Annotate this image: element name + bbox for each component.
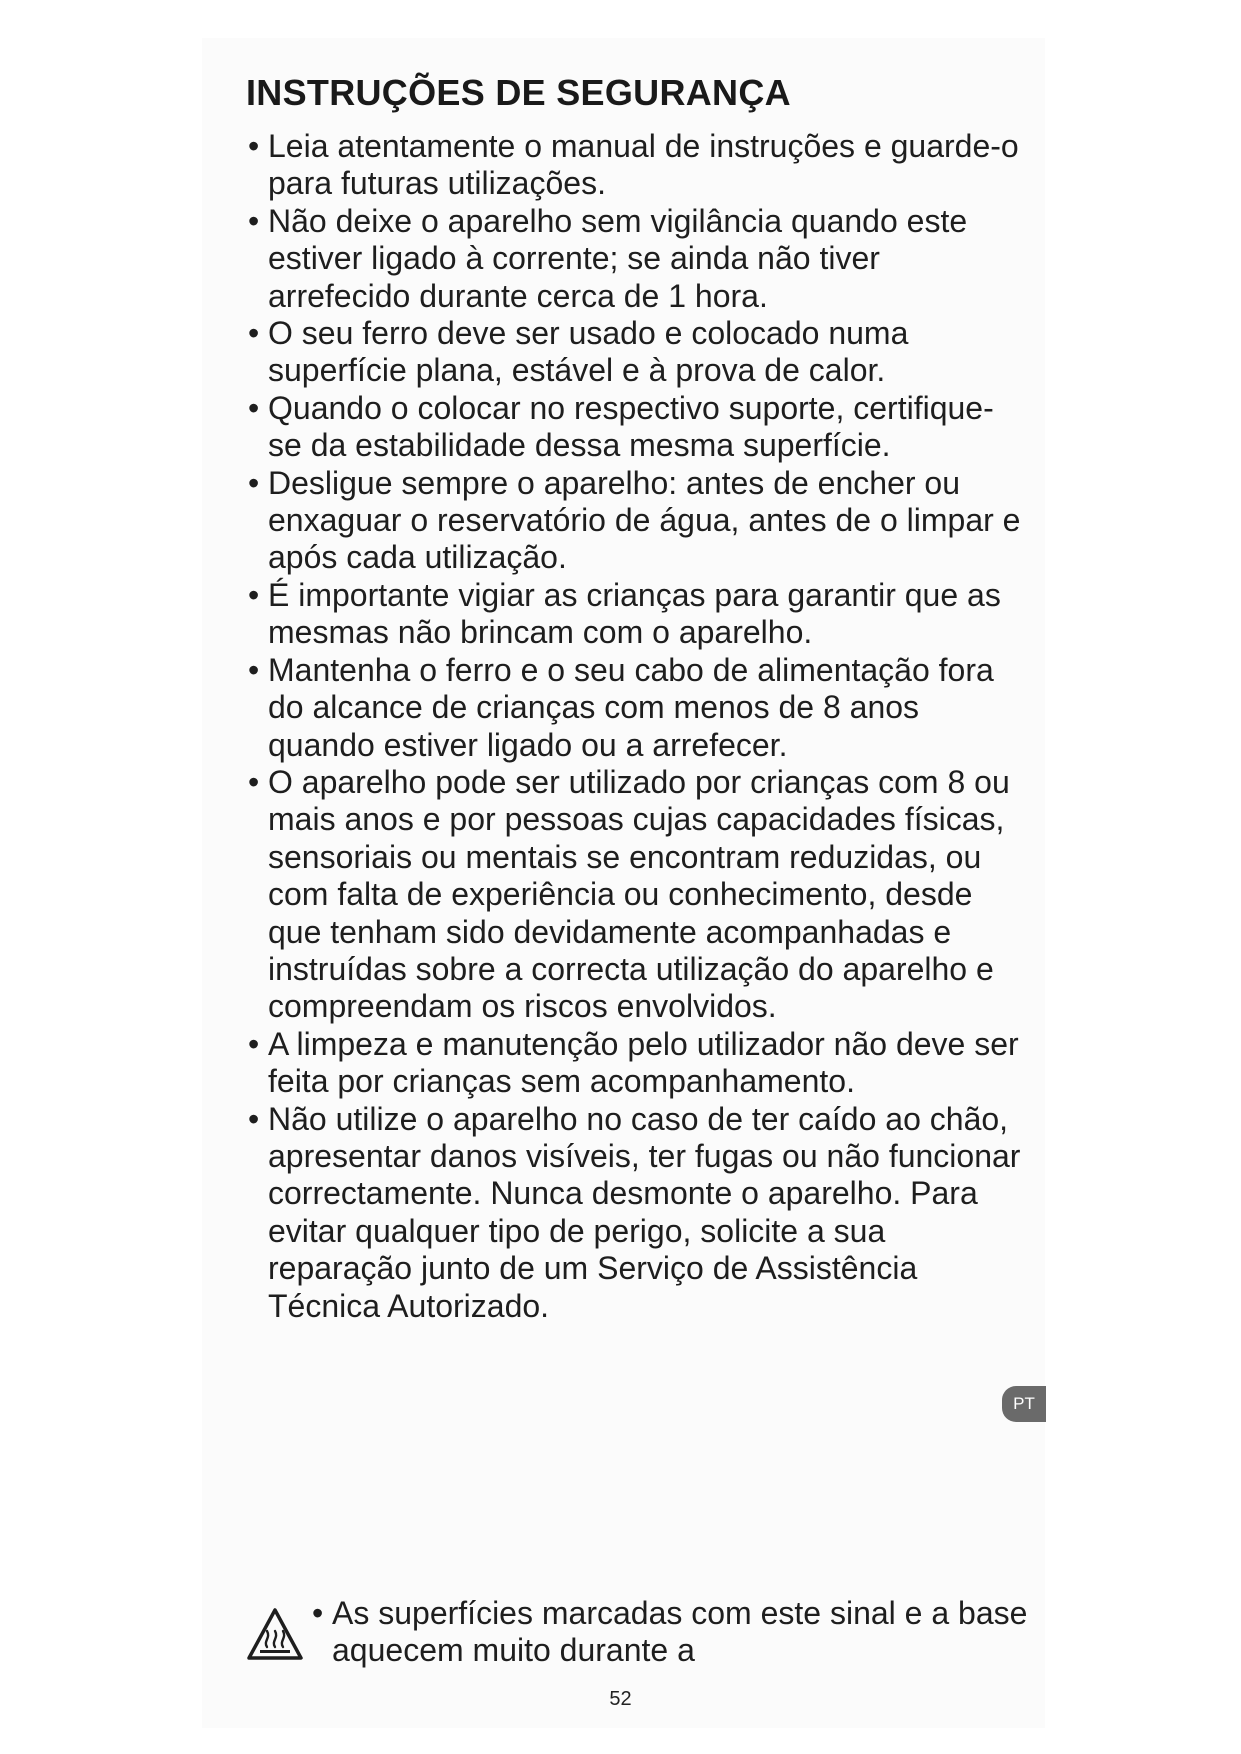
list-item (246, 128, 1026, 203)
list-item-text: Mantenha o ferro e o seu cabo de alimentação fora do alcance de crianças com menos de 8 anos quando estiver ligado ou a arrefecer. (268, 651, 994, 763)
list-item (246, 652, 1026, 764)
list-item-text: Quando o colocar no respectivo suporte, certifique-se da estabilidade dessa mesma superfície. (268, 389, 994, 464)
list-item (246, 577, 1026, 652)
hot-surface-warning (246, 1595, 1036, 1675)
bullet: • (248, 1025, 260, 1062)
bullet: • (248, 1100, 260, 1137)
list-item-text: O seu ferro deve ser usado e colocado numa superfície plana, estável e à prova de calor. (268, 315, 909, 389)
list-item (246, 465, 1026, 577)
language-tab: PT (1002, 1386, 1046, 1422)
warning-item-text: As superfícies marcadas com este sinal e a base aquecem muito durante a (332, 1595, 1028, 1669)
list-item-text: O aparelho pode ser utilizado por crianças com 8 ou mais anos e por pessoas cujas capacidades físicas, sensoriais ou mentais se encontram reduzidas, ou com falta de experiência ou conhecimento, desde que tenham sido devidamente acompanhadas e instruídas sobre a correcta utilização do aparelho e compreendam os riscos envolvidos. (268, 763, 1010, 1025)
bullet: • (248, 389, 260, 426)
bullet: • (248, 315, 260, 352)
list-item (246, 1026, 1026, 1101)
list-item-text: É importante vigiar as crianças para garantir que as mesmas não brincam com o aparelho. (268, 576, 1001, 651)
list-item-text: A limpeza e manutenção pelo utilizador não deve ser feita por crianças sem acompanhamento. (268, 1025, 1019, 1100)
bullet: • (248, 576, 260, 613)
page-number: 52 (609, 1688, 632, 1710)
page-title: INSTRUÇÕES DE SEGURANÇA (246, 72, 791, 113)
list-item (246, 203, 1026, 315)
list-item (246, 315, 1026, 390)
bullet: • (312, 1595, 324, 1631)
warning-item (310, 1595, 1062, 1670)
bullet: • (248, 651, 260, 688)
list-item-text: Não deixe o aparelho sem vigilância quando este estiver ligado à corrente; se ainda não tiver arrefecido durante cerca de 1 hora. (268, 202, 968, 314)
safety-instructions-list (246, 128, 1026, 1325)
list-item-text: Desligue sempre o aparelho: antes de encher ou enxaguar o reservatório de água, antes de o limpar e após cada utilização. (268, 464, 1021, 576)
list-item (246, 390, 1026, 465)
bullet: • (248, 763, 260, 800)
bullet: • (248, 128, 260, 164)
bullet: • (248, 202, 260, 239)
list-item (246, 764, 1026, 1026)
hot-surface-warning-icon (246, 1607, 304, 1661)
list-item (246, 1101, 1026, 1325)
list-item-text: Não utilize o aparelho no caso de ter caído ao chão, apresentar danos visíveis, ter fugas ou não funcionar correctamente. Nunca desmonte o aparelho. Para evitar qualquer tipo de perigo, solicite a sua reparação junto de um Serviço de Assistência Técnica Autorizado. (268, 1100, 1021, 1324)
bullet: • (248, 464, 260, 501)
list-item-text: Leia atentamente o manual de instruções e guarde-o para futuras utilizações. (268, 128, 1019, 202)
